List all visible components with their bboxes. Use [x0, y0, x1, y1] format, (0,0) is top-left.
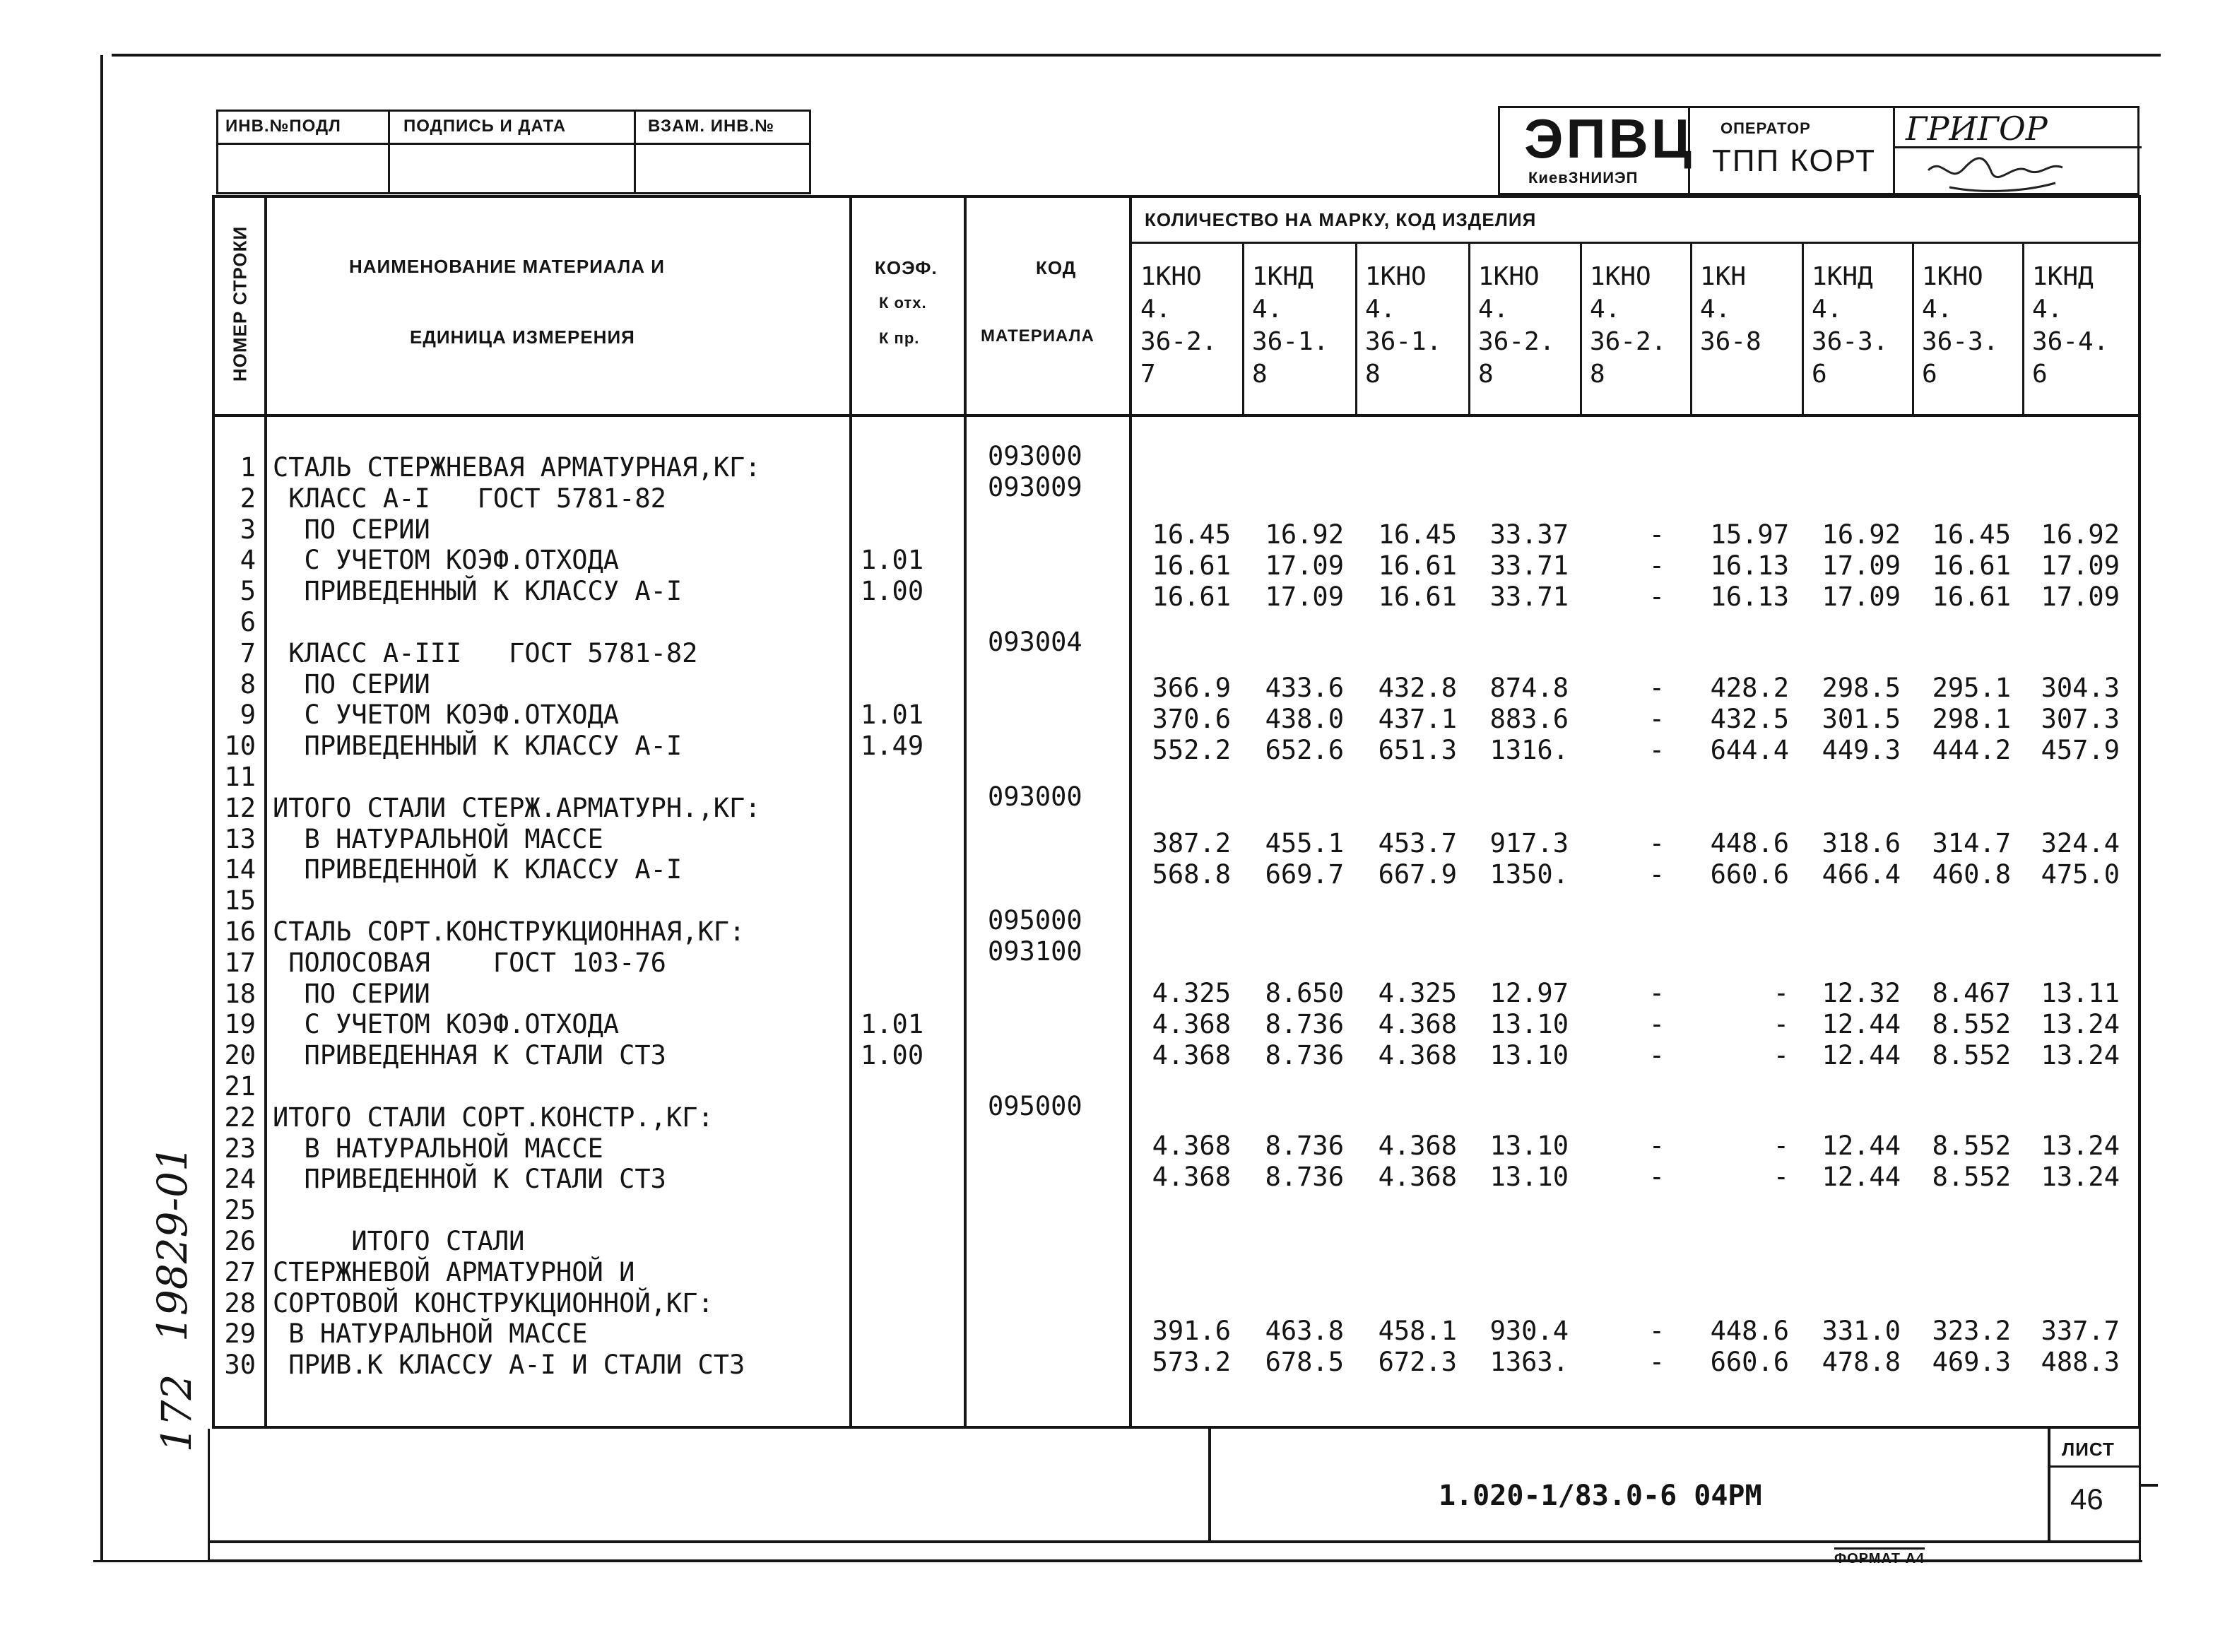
row-number: 8	[240, 669, 256, 700]
product-code-line: 36-1.	[1252, 327, 1329, 356]
stamp-vzam-inv: ВЗАМ. ИНВ.№	[648, 117, 775, 136]
row-number: 12	[224, 793, 256, 823]
col-line-koef	[964, 195, 967, 1429]
row-number: 28	[224, 1288, 256, 1318]
quantity-value: 12.97	[1489, 978, 1569, 1008]
quantity-value: -	[1648, 1162, 1665, 1192]
row-number: 19	[224, 1009, 256, 1039]
material-name: С УЧЕТОМ КОЭФ.ОТХОДА	[273, 545, 620, 575]
product-code-line: 1КНО	[1922, 262, 1983, 291]
material-name: ПОЛОСОВАЯ ГОСТ 103-76	[273, 948, 666, 978]
row-number: 14	[224, 854, 256, 885]
outer-top-border	[112, 54, 2161, 57]
quantity-value: 16.92	[2041, 519, 2120, 550]
quantity-value: 466.4	[1822, 859, 1901, 890]
quantity-value: 4.368	[1378, 1131, 1457, 1161]
quantity-value: 16.61	[1378, 550, 1457, 581]
product-code-line: 1КНД	[1812, 262, 1873, 291]
quantity-value: 387.2	[1152, 828, 1231, 859]
stamp-inv-podl: ИНВ.№ПОДЛ	[225, 117, 341, 136]
quantity-value: -	[1773, 978, 1789, 1008]
quantity-value: 298.1	[1932, 704, 2011, 734]
quantity-value: 457.9	[2041, 735, 2120, 765]
product-code-line: 8	[1478, 360, 1494, 389]
product-code-line: 6	[1922, 360, 1937, 389]
product-code-line: 36-1.	[1365, 327, 1442, 356]
product-code-line: 36-2.	[1478, 327, 1555, 356]
quantity-value: 331.0	[1822, 1316, 1901, 1346]
product-code-line: 4.	[1922, 295, 1953, 324]
product-code-line: 36-3.	[1922, 327, 1999, 356]
quantity-value: -	[1648, 735, 1665, 765]
koef-value: 1.01	[861, 700, 924, 730]
row-number: 29	[224, 1318, 256, 1349]
quantity-value: 667.9	[1378, 859, 1457, 890]
row-number: 3	[240, 514, 256, 545]
quantity-value: 17.09	[1265, 582, 1344, 612]
material-name: В НАТУРАЛЬНОЙ МАССЕ	[273, 824, 603, 854]
quantity-value: 16.13	[1710, 550, 1789, 581]
quantity-value: 12.44	[1822, 1009, 1901, 1039]
margin-page-number: 172	[153, 1374, 201, 1453]
prod-col-line	[1580, 242, 1582, 415]
material-name: В НАТУРАЛЬНОЙ МАССЕ	[273, 1133, 603, 1164]
quantity-value: 438.0	[1265, 704, 1344, 734]
header-name-line1: НАИМЕНОВАНИЕ МАТЕРИАЛА И	[349, 256, 665, 277]
quantity-value: 883.6	[1489, 704, 1569, 734]
quantity-value: 672.3	[1378, 1347, 1457, 1377]
row-number: 24	[224, 1164, 256, 1194]
quantity-value: 16.45	[1932, 519, 2011, 550]
quantity-value: 16.92	[1265, 519, 1344, 550]
product-code-line: 1КНО	[1140, 262, 1202, 291]
quantity-value: 16.61	[1932, 582, 2011, 612]
prod-col-line	[2022, 242, 2024, 415]
quantity-value: 455.1	[1265, 828, 1344, 859]
col-line-rowno	[264, 195, 267, 1429]
quantity-value: -	[1773, 1040, 1789, 1070]
row-number: 27	[224, 1257, 256, 1287]
format-label: ФОРМАТ А4	[1834, 1547, 1925, 1567]
quantity-value: 17.09	[1265, 550, 1344, 581]
quantity-value: 295.1	[1932, 673, 2011, 703]
quantity-value: 8.467	[1932, 978, 2011, 1008]
quantity-value: 4.368	[1378, 1040, 1457, 1070]
row-number: 17	[224, 948, 256, 978]
row-number: 10	[224, 731, 256, 761]
material-name: СТАЛЬ СОРТ.КОНСТРУКЦИОННАЯ,КГ:	[273, 916, 745, 947]
product-code-line: 4.	[1812, 295, 1843, 324]
sheet-cell-left	[2048, 1429, 2050, 1543]
quantity-value: 660.6	[1710, 859, 1789, 890]
product-code-line: 4.	[2032, 295, 2063, 324]
material-name: ИТОГО СТАЛИ	[273, 1226, 525, 1256]
product-code-line: 1КНД	[2032, 262, 2094, 291]
quantity-value: 33.71	[1489, 550, 1569, 581]
quantity-value: 301.5	[1822, 704, 1901, 734]
quantity-value: 298.5	[1822, 673, 1901, 703]
material-name: В НАТУРАЛЬНОЙ МАССЕ	[273, 1318, 588, 1349]
quantity-value: 304.3	[2041, 673, 2120, 703]
header-koef-3: К пр.	[879, 329, 920, 347]
quantity-value: 324.4	[2041, 828, 2120, 859]
org-subname: КиевЗНИИЭП	[1528, 169, 1639, 187]
quantity-value: 318.6	[1822, 828, 1901, 859]
quantity-value: -	[1648, 1131, 1665, 1161]
quantity-value: 33.37	[1489, 519, 1569, 550]
quantity-value: 652.6	[1265, 735, 1344, 765]
product-code-line: 1КНО	[1590, 262, 1651, 291]
col-line-name	[849, 195, 852, 1429]
quantity-value: 12.44	[1822, 1162, 1901, 1192]
material-name: ПРИВЕДЕННОЙ К КЛАССУ А-I	[273, 854, 683, 885]
product-code-line: 4.	[1590, 295, 1621, 324]
quantity-value: 12.44	[1822, 1131, 1901, 1161]
quantity-value: -	[1773, 1162, 1789, 1192]
row-number: 26	[224, 1226, 256, 1256]
quantity-value: 16.61	[1152, 582, 1231, 612]
org-name: ЭПВЦ	[1524, 107, 1694, 170]
row-number: 5	[240, 576, 256, 606]
material-name: ИТОГО СТАЛИ СОРТ.КОНСТР.,КГ:	[273, 1102, 714, 1133]
header-name-line2: ЕДИНИЦА ИЗМЕРЕНИЯ	[410, 326, 635, 348]
quantity-value: 573.2	[1152, 1347, 1231, 1377]
quantity-value: -	[1773, 1131, 1789, 1161]
quantity-value: 644.4	[1710, 735, 1789, 765]
header-separator	[212, 414, 2141, 417]
org-block	[1498, 106, 2139, 195]
product-code-line: 36-3.	[1812, 327, 1889, 356]
quantity-value: 678.5	[1265, 1347, 1344, 1377]
quantity-value: -	[1648, 1347, 1665, 1377]
quantity-value: 17.09	[2041, 582, 2120, 612]
material-name: ПО СЕРИИ	[273, 979, 430, 1009]
row-number: 11	[224, 762, 256, 792]
product-code-line: 1КНД	[1252, 262, 1314, 291]
quantity-value: 13.10	[1489, 1009, 1569, 1039]
material-name: ПРИВЕДЕННАЯ К СТАЛИ СТ3	[273, 1040, 666, 1070]
product-code-line: 4.	[1365, 295, 1396, 324]
material-code: 095000	[988, 905, 1082, 936]
quantity-value: -	[1648, 859, 1665, 890]
footer-inner-bottom	[208, 1540, 2141, 1543]
quantity-value: 453.7	[1378, 828, 1457, 859]
quantity-value: 13.10	[1489, 1040, 1569, 1070]
row-number: 13	[224, 824, 256, 854]
quantity-value: 16.45	[1152, 519, 1231, 550]
quantity-value: -	[1648, 1009, 1665, 1039]
quantity-value: 552.2	[1152, 735, 1231, 765]
row-number: 30	[224, 1350, 256, 1380]
quantity-value: 444.2	[1932, 735, 2011, 765]
quantity-value: 4.325	[1378, 978, 1457, 1008]
quantity-value: 428.2	[1710, 673, 1789, 703]
material-name: ПРИВЕДЕННОЙ К СТАЛИ СТ3	[273, 1164, 666, 1194]
prod-col-line	[1690, 242, 1692, 415]
quantity-value: 13.24	[2041, 1040, 2120, 1070]
row-number: 25	[224, 1195, 256, 1225]
quantity-value: 307.3	[2041, 704, 2120, 734]
product-code-line: 36-2.	[1590, 327, 1667, 356]
product-code-line: 6	[2032, 360, 2048, 389]
quantity-value: 448.6	[1710, 828, 1789, 859]
product-code-line: 8	[1365, 360, 1381, 389]
row-number: 4	[240, 545, 256, 575]
product-code-line: 4.	[1140, 295, 1171, 324]
material-code: 095000	[988, 1091, 1082, 1121]
quantity-value: -	[1648, 704, 1665, 734]
quantity-value: 4.368	[1378, 1009, 1457, 1039]
prod-col-line	[1468, 242, 1470, 415]
quantity-value: 323.2	[1932, 1316, 2011, 1346]
product-code-line: 1КНО	[1478, 262, 1540, 291]
operator-name: ТПП КОРТ	[1712, 143, 1876, 178]
sheet-label: ЛИСТ	[2062, 1439, 2115, 1460]
qty-header-separator	[1129, 242, 2141, 244]
material-name: С УЧЕТОМ КОЭФ.ОТХОДА	[273, 1009, 620, 1039]
quantity-value: 15.97	[1710, 519, 1789, 550]
quantity-value: 448.6	[1710, 1316, 1789, 1346]
quantity-value: 4.368	[1152, 1131, 1231, 1161]
stamp-signature-date: ПОДПИСЬ И ДАТА	[403, 117, 567, 136]
quantity-value: 463.8	[1265, 1316, 1344, 1346]
quantity-value: 4.368	[1152, 1040, 1231, 1070]
material-name: ПРИВЕДЕННЫЙ К КЛАССУ А-I	[273, 576, 683, 606]
col-line-code	[1129, 195, 1132, 1429]
quantity-value: 33.71	[1489, 582, 1569, 612]
header-code-2: МАТЕРИАЛА	[981, 326, 1094, 346]
product-code-line: 7	[1140, 360, 1156, 389]
quantity-value: 917.3	[1489, 828, 1569, 859]
quantity-value: 469.3	[1932, 1347, 2011, 1377]
row-number: 23	[224, 1133, 256, 1164]
sheet-tick	[2141, 1484, 2158, 1487]
product-code-line: 8	[1590, 360, 1605, 389]
quantity-value: -	[1648, 1040, 1665, 1070]
document-code: 1.020-1/83.0-6 04PM	[1439, 1480, 1762, 1512]
quantity-value: -	[1648, 550, 1665, 581]
quantity-value: 16.92	[1822, 519, 1901, 550]
material-code: 093100	[988, 936, 1082, 967]
material-code: 093004	[988, 627, 1082, 657]
quantity-value: 432.8	[1378, 673, 1457, 703]
material-name: ПО СЕРИИ	[273, 514, 430, 545]
prod-col-line	[1242, 242, 1244, 415]
koef-value: 1.00	[861, 1040, 924, 1070]
quantity-value: 13.10	[1489, 1162, 1569, 1192]
outer-left-border	[100, 55, 103, 1560]
row-number: 7	[240, 638, 256, 668]
quantity-value: 17.09	[1822, 582, 1901, 612]
row-number: 20	[224, 1040, 256, 1070]
row-number: 6	[240, 607, 256, 637]
quantity-value: 8.650	[1265, 978, 1344, 1008]
row-number: 9	[240, 700, 256, 730]
quantity-value: 16.13	[1710, 582, 1789, 612]
quantity-value: 337.7	[2041, 1316, 2120, 1346]
quantity-value: -	[1648, 673, 1665, 703]
prod-col-line	[1355, 242, 1357, 415]
quantity-value: 8.552	[1932, 1009, 2011, 1039]
quantity-value: 13.24	[2041, 1131, 2120, 1161]
quantity-value: 8.736	[1265, 1162, 1344, 1192]
product-code-line: 6	[1812, 360, 1827, 389]
quantity-value: 449.3	[1822, 735, 1901, 765]
product-code-line: 4.	[1478, 295, 1509, 324]
material-name: С УЧЕТОМ КОЭФ.ОТХОДА	[273, 700, 620, 730]
quantity-value: 478.8	[1822, 1347, 1901, 1377]
prod-col-line	[1912, 242, 1914, 415]
margin-inventory-number: 19829-01	[148, 1145, 196, 1342]
quantity-value: 4.325	[1152, 978, 1231, 1008]
koef-value: 1.01	[861, 1009, 924, 1039]
handwritten-signature	[1921, 149, 2077, 199]
quantity-value: 17.09	[2041, 550, 2120, 581]
product-code-line: 1КНО	[1365, 262, 1427, 291]
sheet-number: 46	[2070, 1482, 2103, 1516]
quantity-value: 1363.	[1489, 1347, 1569, 1377]
material-name: КЛАСС А-I ГОСТ 5781-82	[273, 483, 666, 514]
quantity-value: 1316.	[1489, 735, 1569, 765]
quantity-value: 16.61	[1152, 550, 1231, 581]
koef-value: 1.49	[861, 731, 924, 761]
footer-divider	[1208, 1429, 1211, 1543]
row-number: 21	[224, 1071, 256, 1102]
row-number: 22	[224, 1102, 256, 1133]
quantity-value: -	[1773, 1009, 1789, 1039]
material-name: СОРТОВОЙ КОНСТРУКЦИОННОЙ,КГ:	[273, 1288, 714, 1318]
quantity-value: 12.32	[1822, 978, 1901, 1008]
quantity-value: 488.3	[2041, 1347, 2120, 1377]
row-number: 18	[224, 979, 256, 1009]
quantity-value: -	[1648, 1316, 1665, 1346]
quantity-value: -	[1648, 582, 1665, 612]
product-code-line: 4.	[1700, 295, 1731, 324]
quantity-value: 13.24	[2041, 1162, 2120, 1192]
prod-col-line	[1802, 242, 1804, 415]
quantity-value: -	[1648, 828, 1665, 859]
quantity-value: 4.368	[1152, 1162, 1231, 1192]
material-code: 093000	[988, 781, 1082, 812]
quantity-value: 651.3	[1378, 735, 1457, 765]
quantity-value: 8.736	[1265, 1131, 1344, 1161]
header-code-1: КОД	[1036, 257, 1077, 278]
quantity-value: 8.552	[1932, 1131, 2011, 1161]
header-koef-2: К отх.	[879, 294, 927, 312]
quantity-value: 433.6	[1265, 673, 1344, 703]
quantity-value: 4.368	[1378, 1162, 1457, 1192]
material-name: СТАЛЬ СТЕРЖНЕВАЯ АРМАТУРНАЯ,КГ:	[273, 452, 761, 483]
quantity-value: 13.24	[2041, 1009, 2120, 1039]
koef-value: 1.01	[861, 545, 924, 575]
quantity-value: 370.6	[1152, 704, 1231, 734]
quantity-value: 930.4	[1489, 1316, 1569, 1346]
quantity-value: 8.736	[1265, 1040, 1344, 1070]
quantity-value: 660.6	[1710, 1347, 1789, 1377]
header-koef-1: КОЭФ.	[875, 257, 938, 278]
product-code-line: 8	[1252, 360, 1268, 389]
quantity-value: 16.45	[1378, 519, 1457, 550]
quantity-value: 8.552	[1932, 1040, 2011, 1070]
material-code: 093000	[988, 441, 1082, 471]
quantity-value: -	[1648, 519, 1665, 550]
quantity-value: 366.9	[1152, 673, 1231, 703]
quantity-value: 568.8	[1152, 859, 1231, 890]
quantity-value: 8.736	[1265, 1009, 1344, 1039]
stamp-block	[216, 110, 811, 194]
quantity-value: 16.61	[1932, 550, 2011, 581]
material-name: ИТОГО СТАЛИ СТЕРЖ.АРМАТУРН.,КГ:	[273, 793, 761, 823]
product-code-line: 36-8	[1700, 327, 1761, 356]
quantity-value: 17.09	[1822, 550, 1901, 581]
quantity-value: 391.6	[1152, 1316, 1231, 1346]
quantity-value: 475.0	[2041, 859, 2120, 890]
quantity-value: 460.8	[1932, 859, 2011, 890]
operator-label: ОПЕРАТОР	[1720, 119, 1811, 137]
quantity-value: 437.1	[1378, 704, 1457, 734]
material-code: 093009	[988, 472, 1082, 502]
quantity-value: 1350.	[1489, 859, 1569, 890]
quantity-value: 874.8	[1489, 673, 1569, 703]
signer-name: ГРИГОР	[1906, 110, 2048, 148]
header-row-number: НОМЕР СТРОКИ	[229, 225, 251, 382]
quantity-value: 4.368	[1152, 1009, 1231, 1039]
material-name: ПРИВЕДЕННЫЙ К КЛАССУ А-I	[273, 731, 683, 761]
sheet-cell-sep	[2048, 1465, 2141, 1468]
quantity-value: 13.11	[2041, 978, 2120, 1008]
product-code-line: 4.	[1252, 295, 1283, 324]
material-name: СТЕРЖНЕВОЙ АРМАТУРНОЙ И	[273, 1257, 635, 1287]
row-number: 15	[224, 885, 256, 916]
quantity-value: 16.61	[1378, 582, 1457, 612]
quantity-value: -	[1648, 978, 1665, 1008]
quantity-value: 669.7	[1265, 859, 1344, 890]
header-quantity: КОЛИЧЕСТВО НА МАРКУ, КОД ИЗДЕЛИЯ	[1145, 209, 1537, 230]
quantity-value: 432.5	[1710, 704, 1789, 734]
material-name: ПРИВ.К КЛАССУ А-I И СТАЛИ СТ3	[273, 1350, 745, 1380]
material-name: КЛАСС А-III ГОСТ 5781-82	[273, 638, 698, 668]
row-number: 1	[240, 452, 256, 483]
quantity-value: 458.1	[1378, 1316, 1457, 1346]
quantity-value: 12.44	[1822, 1040, 1901, 1070]
row-number: 2	[240, 483, 256, 514]
product-code-line: 36-2.	[1140, 327, 1217, 356]
product-code-line: 1КН	[1700, 262, 1747, 291]
quantity-value: 13.10	[1489, 1131, 1569, 1161]
koef-value: 1.00	[861, 576, 924, 606]
quantity-value: 8.552	[1932, 1162, 2011, 1192]
product-code-line: 36-4.	[2032, 327, 2109, 356]
material-name: ПО СЕРИИ	[273, 669, 430, 700]
quantity-value: 314.7	[1932, 828, 2011, 859]
row-number: 16	[224, 916, 256, 947]
